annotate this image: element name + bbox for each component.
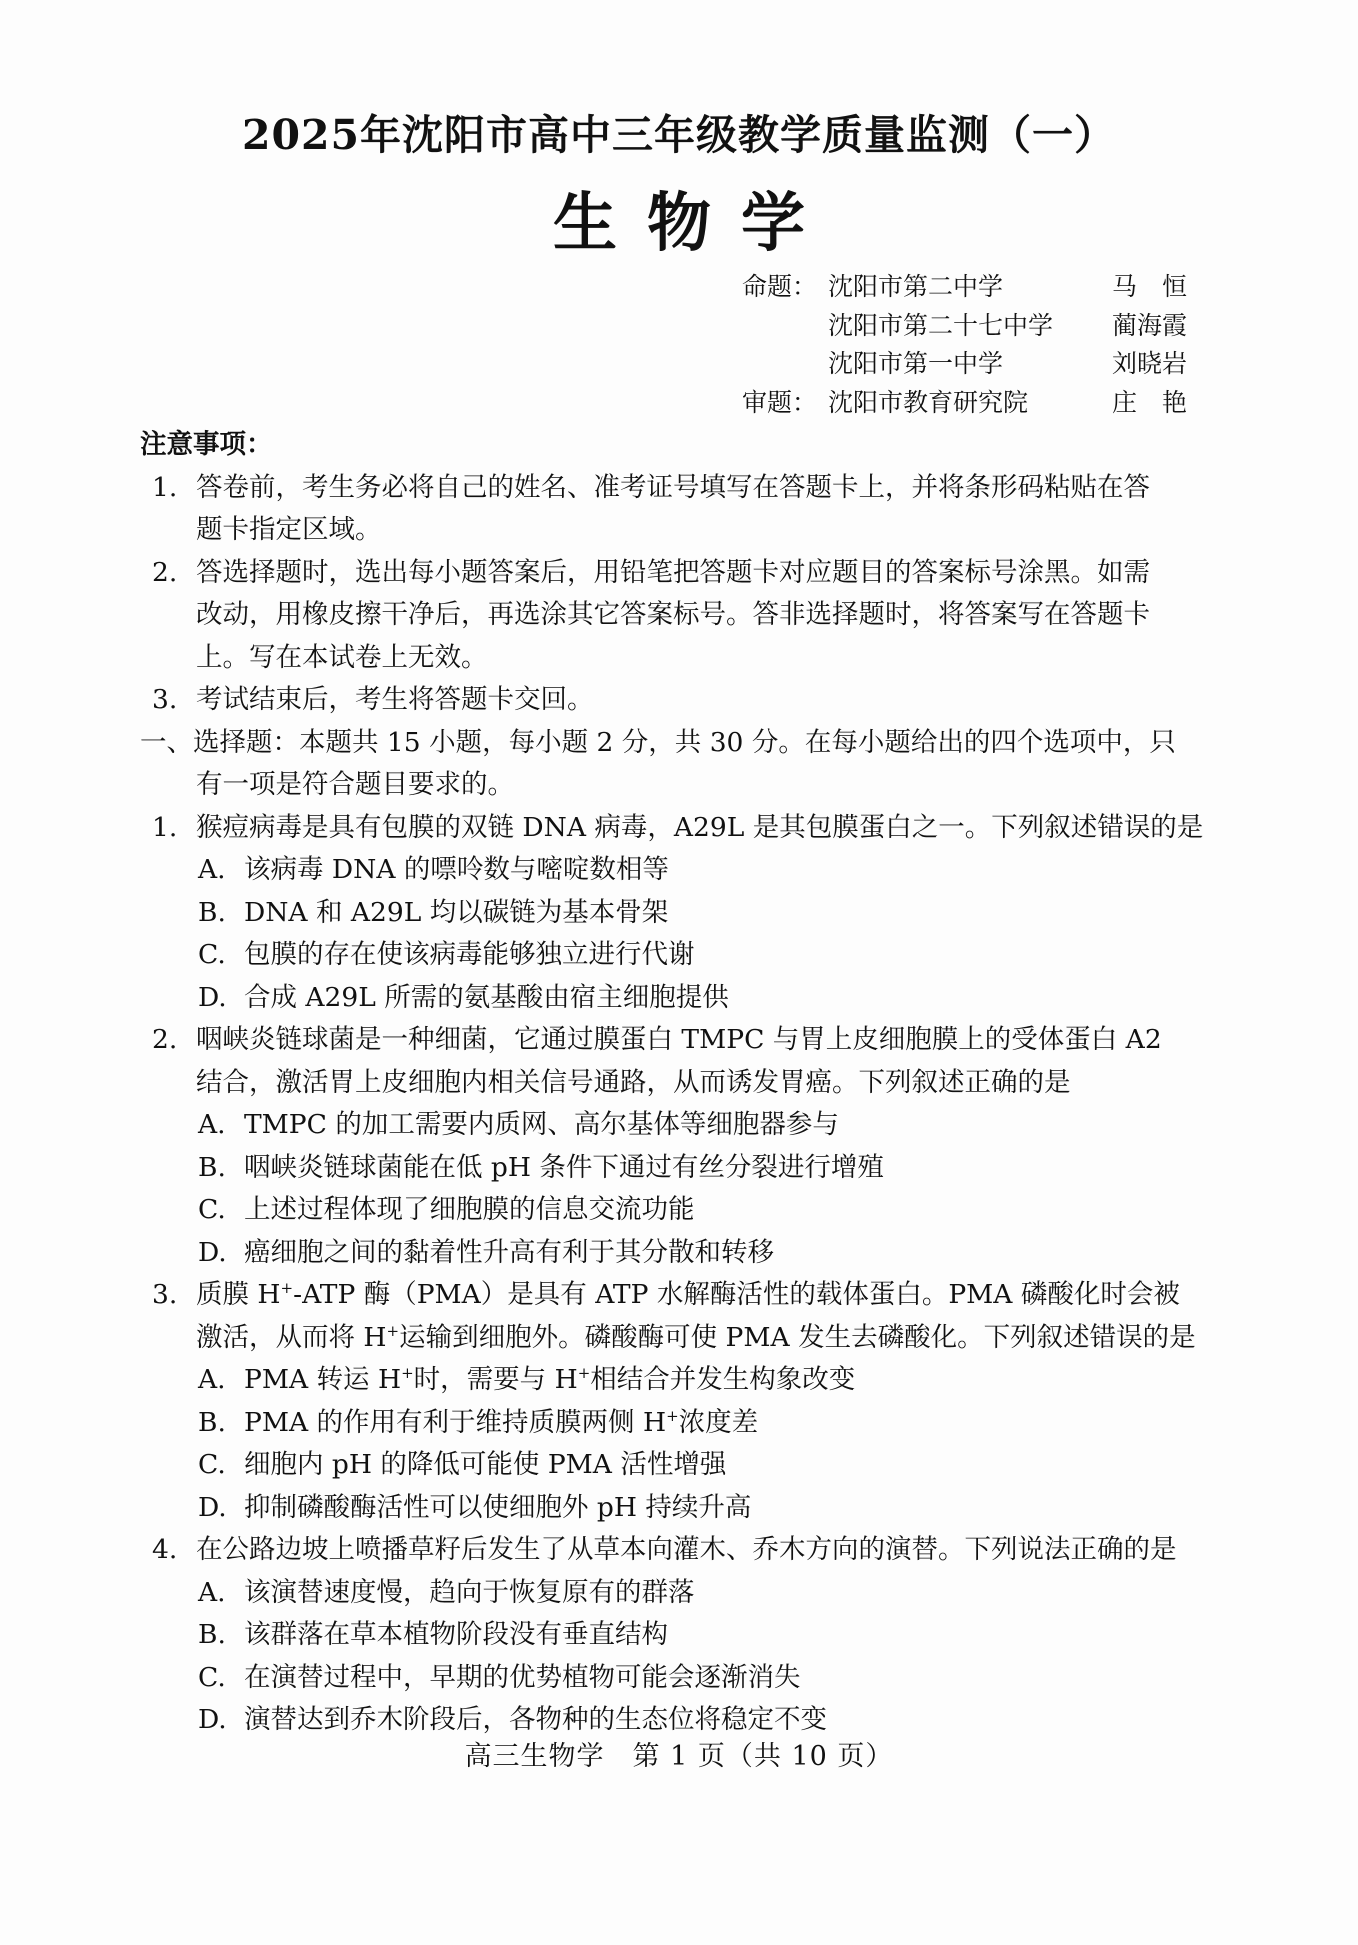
notice-text: 题卡指定区域。 bbox=[196, 514, 382, 545]
question-option bbox=[140, 1104, 1225, 1147]
option-label: C. bbox=[198, 1194, 226, 1225]
superscript-plus: + bbox=[386, 1321, 400, 1340]
option-label: C. bbox=[198, 1449, 226, 1480]
notice-number: 2. bbox=[152, 556, 178, 588]
option-text: 该演替速度慢，趋向于恢复原有的群落 bbox=[244, 1576, 695, 1608]
question-option bbox=[140, 1487, 1225, 1530]
option-text: 咽峡炎链球菌能在低 pH 条件下通过有丝分裂进行增殖 bbox=[244, 1151, 884, 1183]
author-school: 沈阳市第二中学 bbox=[828, 272, 1004, 302]
option-text: 该病毒 DNA 的嘌呤数与嘧啶数相等 bbox=[244, 854, 669, 885]
question-stem bbox=[140, 807, 1225, 850]
author-block bbox=[742, 266, 1232, 420]
question-text: 结合，激活胃上皮细胞内相关信号通路，从而诱发胃癌。下列叙述正确的是 bbox=[196, 1066, 1071, 1098]
notice-number: 1. bbox=[152, 471, 178, 503]
question-option bbox=[140, 892, 1225, 935]
question-stem bbox=[140, 1019, 1225, 1062]
author-row bbox=[742, 343, 1232, 382]
option-text: TMPC 的加工需要内质网、高尔基体等细胞器参与 bbox=[244, 1109, 839, 1140]
author-role: 命题： bbox=[742, 272, 818, 302]
notice-heading: 注意事项： bbox=[140, 429, 273, 460]
option-label: C. bbox=[198, 939, 226, 970]
superscript-plus: + bbox=[401, 1364, 414, 1383]
option-text: 时，需要与 H bbox=[413, 1364, 578, 1395]
question-option bbox=[140, 849, 1225, 892]
option-label: D. bbox=[198, 1236, 227, 1268]
page-footer: 高三生物学 第 1 页（共 10 页） bbox=[464, 1741, 894, 1772]
option-text: PMA 的作用有利于维持质膜两侧 H bbox=[244, 1406, 667, 1438]
question-option bbox=[140, 934, 1225, 977]
question-option bbox=[140, 1444, 1225, 1487]
notice-text: 改动，用橡皮擦干净后，再选涂其它答案标号。答非选择题时，将答案写在答题卡 bbox=[196, 599, 1150, 630]
option-label: A. bbox=[198, 1364, 226, 1395]
superscript-plus: + bbox=[577, 1364, 591, 1383]
option-label: A. bbox=[198, 854, 226, 885]
option-label: D. bbox=[198, 1704, 227, 1735]
question-stem bbox=[140, 1274, 1225, 1317]
question-option bbox=[140, 1614, 1225, 1657]
option-text: 上述过程体现了细胞膜的信息交流功能 bbox=[244, 1194, 695, 1225]
author-name: 刘晓岩 bbox=[1112, 349, 1188, 379]
option-label: A. bbox=[198, 1109, 226, 1140]
notice-text: 上。写在本试卷上无效。 bbox=[196, 641, 488, 673]
notice-item bbox=[140, 679, 1225, 722]
notice-number: 3. bbox=[152, 684, 178, 715]
section-heading: 一、选择题：本题共 15 小题，每小题 2 分，共 30 分。在每小题给出的四个选项中，只 bbox=[140, 726, 1176, 758]
author-school: 沈阳市第二十七中学 bbox=[828, 310, 1054, 340]
question-text: 咽峡炎链球菌是一种细菌，它通过膜蛋白 TMPC 与胃上皮细胞膜上的受体蛋白 A2 bbox=[196, 1024, 1162, 1055]
author-name: 马 恒 bbox=[1112, 272, 1188, 302]
notice-text: 答选择题时，选出每小题答案后，用铅笔把答题卡对应题目的答案标号涂黑。如需 bbox=[196, 556, 1150, 588]
option-label: B. bbox=[198, 1619, 226, 1650]
question-text-line bbox=[140, 1317, 1225, 1360]
option-label: C. bbox=[198, 1661, 226, 1693]
author-row bbox=[742, 266, 1232, 305]
question-text: 质膜 H bbox=[196, 1279, 281, 1310]
question-text: 猴痘病毒是具有包膜的双链 DNA 病毒，A29L 是其包膜蛋白之一。下列叙述错误的是 bbox=[196, 811, 1204, 843]
superscript-plus: + bbox=[280, 1279, 294, 1298]
question-text: 在公路边坡上喷播草籽后发生了从草本向灌木、乔木方向的演替。下列说法正确的是 bbox=[196, 1534, 1177, 1565]
question-number: 4. bbox=[152, 1534, 178, 1565]
option-text: PMA 转运 H bbox=[244, 1364, 402, 1395]
option-label: D. bbox=[198, 1491, 227, 1523]
option-text: 浓度差 bbox=[678, 1406, 759, 1438]
question-text: 运输到细胞外。磷酸酶可使 PMA 发生去磷酸化。下列叙述错误的是 bbox=[399, 1321, 1196, 1353]
question-option bbox=[140, 1657, 1225, 1700]
option-text: 相结合并发生构象改变 bbox=[590, 1364, 856, 1395]
section-heading-cont: 有一项是符合题目要求的。 bbox=[196, 769, 514, 800]
superscript-plus: + bbox=[666, 1406, 679, 1425]
option-text: 合成 A29L 所需的氨基酸由宿主细胞提供 bbox=[244, 981, 729, 1013]
option-text: 演替达到乔木阶段后，各物种的生态位将稳定不变 bbox=[244, 1704, 827, 1735]
option-label: A. bbox=[198, 1576, 226, 1608]
option-label: B. bbox=[198, 896, 226, 928]
question-text: -ATP 酶（PMA）是具有 ATP 水解酶活性的载体蛋白。PMA 磷酸化时会被 bbox=[293, 1279, 1180, 1310]
notice-text: 答卷前，考生务必将自己的姓名、准考证号填写在答题卡上，并将条形码粘贴在答 bbox=[196, 471, 1150, 503]
option-text: 该群落在草本植物阶段没有垂直结构 bbox=[244, 1619, 668, 1650]
question-option bbox=[140, 977, 1225, 1020]
notice-item bbox=[140, 552, 1225, 595]
exam-title: 2025年沈阳市高中三年级教学质量监测（一） bbox=[241, 111, 1117, 159]
exam-content bbox=[140, 424, 1225, 1742]
question-text: 激活，从而将 H bbox=[196, 1321, 387, 1353]
subject-title: 生物学 bbox=[553, 186, 835, 261]
notice-item bbox=[140, 467, 1225, 510]
option-text: 抑制磷酸酶活性可以使细胞外 pH 持续升高 bbox=[244, 1491, 752, 1523]
option-text: DNA 和 A29L 均以碳链为基本骨架 bbox=[244, 896, 669, 928]
question-option bbox=[140, 1232, 1225, 1275]
author-name: 庄 艳 bbox=[1112, 387, 1188, 417]
question-option bbox=[140, 1189, 1225, 1232]
question-option bbox=[140, 1359, 1225, 1402]
question-stem bbox=[140, 1529, 1225, 1572]
author-school: 沈阳市第一中学 bbox=[828, 349, 1004, 379]
author-role: 审题： bbox=[742, 387, 818, 417]
option-label: B. bbox=[198, 1406, 226, 1438]
option-text: 包膜的存在使该病毒能够独立进行代谢 bbox=[244, 939, 695, 970]
author-name: 蔺海霞 bbox=[1112, 310, 1188, 340]
option-text: 癌细胞之间的黏着性升高有利于其分散和转移 bbox=[244, 1236, 774, 1268]
question-option bbox=[140, 1147, 1225, 1190]
question-option bbox=[140, 1572, 1225, 1615]
option-label: D. bbox=[198, 981, 227, 1013]
option-text: 细胞内 pH 的降低可能使 PMA 活性增强 bbox=[244, 1449, 727, 1480]
question-number: 3. bbox=[152, 1279, 178, 1310]
notice-text: 考试结束后，考生将答题卡交回。 bbox=[196, 684, 594, 715]
question-number: 2. bbox=[152, 1024, 178, 1055]
author-row bbox=[742, 382, 1232, 421]
author-school: 沈阳市教育研究院 bbox=[828, 387, 1029, 417]
question-number: 1. bbox=[152, 811, 178, 843]
option-text: 在演替过程中，早期的优势植物可能会逐渐消失 bbox=[244, 1661, 801, 1693]
author-row bbox=[742, 305, 1232, 344]
option-label: B. bbox=[198, 1151, 226, 1183]
question-option bbox=[140, 1402, 1225, 1445]
